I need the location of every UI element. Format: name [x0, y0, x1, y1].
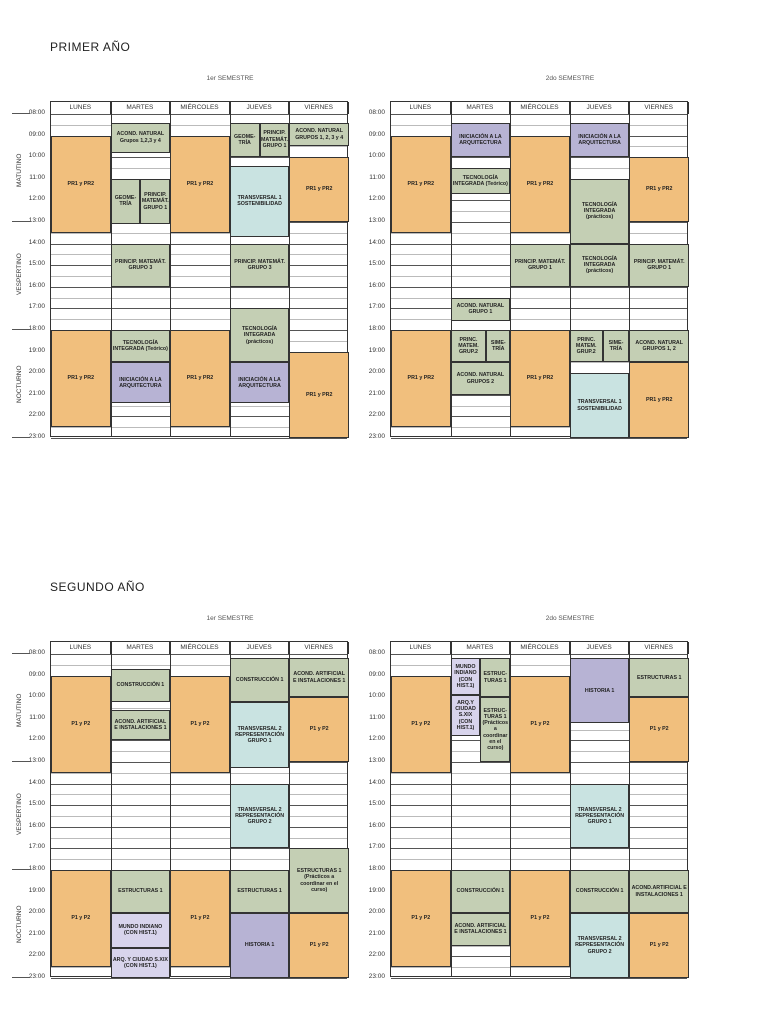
course-block: P1 y P2 [289, 697, 349, 762]
course-block: MUNDO INDIANO (CON HIST.1) [451, 658, 481, 695]
time-label: 11:00 [369, 173, 385, 181]
time-label: 15:00 [368, 260, 385, 268]
day-header: LUNES [391, 642, 451, 654]
course-block: ACOND. NATURAL GRUPO 1 [451, 298, 511, 322]
day-header: MARTES [451, 642, 511, 654]
time-label: 11:00 [29, 713, 45, 721]
time-label: 21:00 [368, 929, 385, 937]
grid-line [51, 654, 347, 655]
course-block: CONSTRUCCIÓN 1 [451, 870, 511, 913]
grid-line [51, 233, 347, 234]
course-block: ESTRUC-TURAS 1 (Prácticos a coordinar en el curso) [480, 697, 510, 762]
time-label: 15:00 [368, 800, 385, 808]
day-header: LUNES [51, 642, 111, 654]
day-header: MIÉRCOLES [170, 642, 230, 654]
time-label: 09:00 [28, 130, 45, 138]
course-block: ARQ.Y CIUDAD S.XIX (CON HIST.1) [451, 695, 481, 736]
time-label: 13:00 [368, 757, 385, 764]
time-label: 20:00 [28, 908, 45, 916]
day-header: VIERNES [629, 102, 689, 114]
time-label: 14:00 [28, 238, 45, 246]
course-block: P1 y P2 [510, 870, 570, 967]
course-block: TRANSVERSAL 2 REPRESENTACIÓN GRUPO 1 [570, 784, 630, 849]
grid-line [51, 773, 347, 774]
course-block: PRINCIP. MATEMÁT. GRUPO 1 [629, 244, 689, 287]
grid-line [391, 794, 687, 795]
time-label: 16:00 [28, 821, 45, 829]
course-block: ARQ. Y CIUDAD S.XIX (CON HIST.1) [111, 948, 171, 978]
time-label: 08:00 [368, 649, 385, 656]
time-label: 22:00 [28, 951, 45, 959]
course-block: PRINC. MATEM. GRUP.2 [451, 330, 487, 362]
time-label: 18:00 [368, 325, 385, 332]
shift-divider [12, 113, 30, 114]
course-block: CONSTRUCCIÓN 1 [570, 870, 630, 913]
grid-line [391, 773, 687, 774]
time-label: 10:00 [368, 692, 385, 700]
shift-label-text: MATUTINO [16, 693, 23, 727]
course-block: ESTRUCTURAS 1 [230, 870, 290, 913]
grid-line [51, 298, 347, 299]
time-label: 10:00 [368, 152, 385, 160]
grid-line [391, 438, 687, 439]
course-block: PR1 y PR2 [510, 136, 570, 233]
day-header: JUEVES [570, 102, 630, 114]
shift-label-text: VESPERTINO [16, 793, 23, 835]
course-block: PR1 y PR2 [170, 330, 230, 427]
course-block: ACOND. NATURAL Grupos 1,2,3 y 4 [111, 123, 171, 153]
time-label: 12:00 [28, 735, 45, 743]
course-block: SIME-TRÍA [603, 330, 630, 362]
shift-divider [12, 653, 30, 654]
grid-line [391, 298, 687, 299]
course-block: PRINCIP. MATEMÁT. GRUPO 1 [260, 123, 290, 158]
course-block: PR1 y PR2 [629, 362, 689, 438]
time-label: 18:00 [28, 865, 45, 872]
grid-line [51, 805, 347, 806]
course-block: HISTORIA 1 [230, 913, 290, 978]
course-block: INICIACIÓN A LA ARQUITECTURA [230, 362, 290, 403]
time-label: 17:00 [368, 843, 385, 851]
time-label: 12:00 [368, 735, 385, 743]
time-label: 18:00 [28, 325, 45, 332]
course-block: PR1 y PR2 [289, 352, 349, 438]
grid-line [391, 816, 687, 817]
day-header: VIERNES [289, 102, 349, 114]
grid-line [391, 654, 687, 655]
day-header: VIERNES [289, 642, 349, 654]
grid-line [391, 859, 687, 860]
year-title: SEGUNDO AÑO [50, 580, 145, 594]
course-block: PRINCIP. MATEMÁT. GRUPO 3 [111, 244, 171, 287]
grid-line [51, 276, 347, 277]
time-label: 21:00 [28, 929, 45, 937]
grid-line [51, 308, 347, 309]
course-block: GEOME-TRÍA [111, 179, 141, 224]
course-block: INICIACIÓN A LA ARQUITECTURA [570, 123, 630, 158]
grid-line [391, 784, 687, 785]
grid-line [391, 319, 687, 320]
time-label: 09:00 [28, 670, 45, 678]
course-block: P1 y P2 [391, 676, 451, 773]
year-title: PRIMER AÑO [50, 40, 131, 54]
course-block: GEOME-TRÍA [230, 123, 260, 158]
grid-line [391, 805, 687, 806]
day-header: JUEVES [230, 102, 290, 114]
course-block: PR1 y PR2 [51, 136, 111, 233]
grid-line [391, 287, 687, 288]
grid-line [51, 319, 347, 320]
course-block: ESTRUCTURAS 1 [629, 658, 689, 697]
course-block: PRINC. MATEM. GRUP.2 [570, 330, 603, 362]
grid-line [51, 438, 347, 439]
time-label: 09:00 [368, 670, 385, 678]
course-block: PR1 y PR2 [510, 330, 570, 427]
grid-line [51, 114, 347, 115]
grid-line [51, 827, 347, 828]
course-block: TRANSVERSAL 1 SOSTENIBILIDAD [230, 166, 290, 237]
day-header: VIERNES [629, 642, 689, 654]
course-block: PRINCIP. MATEMÁT. GRUPO 1 [140, 179, 170, 224]
course-block: TECNOLOGÍA INTEGRADA (prácticos) [230, 308, 290, 362]
course-block: TECNOLOGÍA INTEGRADA (prácticos) [570, 244, 630, 287]
time-label: 22:00 [368, 951, 385, 959]
grid-line [391, 827, 687, 828]
grid-line [391, 308, 687, 309]
course-block: TECNOLOGÍA INTEGRADA (Teórico) [451, 168, 511, 194]
time-label: 23:00 [28, 973, 45, 980]
day-header: MIÉRCOLES [170, 102, 230, 114]
time-label: 12:00 [28, 195, 45, 203]
course-block: P1 y P2 [51, 870, 111, 967]
course-block: ACOND. NATURAL GRUPOS 1, 2 [629, 330, 689, 362]
course-block: TRANSVERSAL 2 REPRESENTACIÓN GRUPO 2 [230, 784, 290, 849]
time-label: 13:00 [368, 217, 385, 224]
time-label: 21:00 [28, 389, 45, 397]
time-label: 16:00 [28, 281, 45, 289]
time-label: 14:00 [368, 778, 385, 786]
schedule-grid [50, 641, 348, 977]
course-block: P1 y P2 [629, 697, 689, 762]
semester-label: 1er SEMESTRE [206, 615, 254, 622]
grid-line [391, 125, 687, 126]
course-block: INICIACIÓN A LA ARQUITECTURA [451, 123, 511, 158]
grid-line [391, 233, 687, 234]
time-label: 18:00 [368, 865, 385, 872]
course-block: ACOND. ARTIFICIAL E INSTALACIONES 1 [289, 658, 349, 697]
day-header: MIÉRCOLES [510, 642, 570, 654]
shift-divider [12, 977, 30, 978]
course-block: P1 y P2 [51, 676, 111, 773]
grid-line [51, 254, 347, 255]
course-block: TRANSVERSAL 1 SOSTENIBILIDAD [570, 373, 630, 438]
course-block: TECNOLOGÍA INTEGRADA (Teórico) [111, 330, 171, 362]
course-block: ACOND. NATURAL GRUPOS 2 [451, 362, 511, 394]
course-block: ESTRUCTURAS 1 [111, 870, 171, 913]
shift-divider [12, 329, 30, 330]
time-label: 20:00 [368, 908, 385, 916]
time-label: 10:00 [28, 692, 45, 700]
course-block: ACOND. ARTIFICIAL E INSTALACIONES 1 [451, 913, 511, 945]
time-label: 17:00 [28, 303, 45, 311]
semester-panel [350, 75, 685, 440]
course-block: PRINCIP. MATEMÁT. GRUPO 3 [230, 244, 290, 287]
course-block: P1 y P2 [170, 870, 230, 967]
course-block: ACOND. NATURAL GRUPOS 1, 2, 3 y 4 [289, 123, 349, 147]
day-header: JUEVES [230, 642, 290, 654]
course-block: PR1 y PR2 [391, 136, 451, 233]
course-block: CONSTRUCCIÓN 1 [230, 658, 290, 701]
day-header: LUNES [51, 102, 111, 114]
time-label: 10:00 [28, 152, 45, 160]
time-label: 08:00 [368, 109, 385, 116]
course-block: TRANSVERSAL 2 REPRESENTACIÓN GRUPO 1 [230, 702, 290, 769]
grid-line [391, 848, 687, 849]
time-label: 20:00 [368, 368, 385, 376]
time-label: 16:00 [368, 821, 385, 829]
time-label: 13:00 [28, 217, 45, 224]
time-label: 08:00 [28, 649, 45, 656]
course-block: CONSTRUCCIÓN 1 [111, 669, 171, 701]
course-block: MUNDO INDIANO (CON HIST.1) [111, 913, 171, 948]
time-label: 23:00 [368, 433, 385, 440]
course-block: PR1 y PR2 [51, 330, 111, 427]
grid-line [51, 794, 347, 795]
schedule-grid [50, 101, 348, 437]
time-label: 21:00 [368, 389, 385, 397]
time-label: 14:00 [28, 778, 45, 786]
course-block: PR1 y PR2 [391, 330, 451, 427]
time-label: 15:00 [28, 800, 45, 808]
shift-divider [12, 437, 30, 438]
time-label: 22:00 [368, 411, 385, 419]
course-block: P1 y P2 [391, 870, 451, 967]
time-label: 08:00 [28, 109, 45, 116]
schedule-grid [390, 641, 688, 977]
grid-line [51, 816, 347, 817]
day-header: MARTES [111, 642, 171, 654]
course-block: TECNOLOGÍA INTEGRADA (prácticos) [570, 179, 630, 244]
time-label: 15:00 [28, 260, 45, 268]
schedule-grid [390, 101, 688, 437]
course-block: HISTORIA 1 [570, 658, 630, 723]
course-block: ACOND. ARTIFICIAL E INSTALACIONES 1 [111, 710, 171, 740]
shift-divider [12, 221, 30, 222]
shift-label-text: NOCTURNO [16, 365, 23, 403]
course-block: PR1 y PR2 [629, 157, 689, 222]
time-label: 23:00 [368, 973, 385, 980]
grid-line [391, 838, 687, 839]
day-header: JUEVES [570, 642, 630, 654]
time-label: 13:00 [28, 757, 45, 764]
time-label: 16:00 [368, 281, 385, 289]
semester-label: 2do SEMESTRE [545, 75, 595, 82]
course-block: PR1 y PR2 [289, 157, 349, 222]
shift-label-text: VESPERTINO [16, 253, 23, 295]
grid-line [51, 784, 347, 785]
grid-line [51, 978, 347, 979]
time-label: 14:00 [368, 238, 385, 246]
semester-label: 1er SEMESTRE [206, 75, 254, 82]
course-block: P1 y P2 [629, 913, 689, 978]
course-block: P1 y P2 [170, 676, 230, 773]
grid-line [51, 287, 347, 288]
course-block: ESTRUCTURAS 1 (Prácticos a coordinar en el curso) [289, 848, 349, 913]
grid-line [51, 265, 347, 266]
time-label: 19:00 [368, 346, 385, 354]
day-header: MARTES [111, 102, 171, 114]
course-block: PRINCIP. MATEMÁT. GRUPO 1 [510, 244, 570, 287]
course-block: SIME-TRÍA [486, 330, 510, 362]
time-label: 19:00 [368, 886, 385, 894]
shift-divider [12, 869, 30, 870]
time-label: 19:00 [28, 346, 45, 354]
time-label: 11:00 [369, 713, 385, 721]
shift-label-text: MATUTINO [16, 153, 23, 187]
semester-label: 2do SEMESTRE [545, 615, 595, 622]
course-block: P1 y P2 [289, 913, 349, 978]
course-block: ESTRUC-TURAS 1 [480, 658, 510, 697]
day-header: MIÉRCOLES [510, 102, 570, 114]
grid-line [391, 978, 687, 979]
semester-panel [10, 75, 344, 440]
semester-panel [350, 615, 687, 980]
time-label: 19:00 [28, 886, 45, 894]
day-header: MARTES [451, 102, 511, 114]
course-block: ACOND.ARTIFICIAL E INSTALACIONES 1 [629, 870, 689, 913]
grid-line [51, 838, 347, 839]
time-label: 11:00 [29, 173, 45, 181]
time-label: 22:00 [28, 411, 45, 419]
time-label: 17:00 [368, 303, 385, 311]
grid-line [51, 244, 347, 245]
semester-panel [10, 615, 346, 980]
course-block: TRANSVERSAL 2 REPRESENTACIÓN GRUPO 2 [570, 913, 630, 978]
shift-label-text: NOCTURNO [16, 905, 23, 943]
time-label: 20:00 [28, 368, 45, 376]
time-label: 09:00 [368, 130, 385, 138]
shift-divider [12, 761, 30, 762]
course-block: P1 y P2 [510, 676, 570, 773]
time-label: 23:00 [28, 433, 45, 440]
course-block: INICIACIÓN A LA ARQUITECTURA [111, 362, 171, 403]
time-label: 17:00 [28, 843, 45, 851]
day-header: LUNES [391, 102, 451, 114]
time-label: 12:00 [368, 195, 385, 203]
course-block: PR1 y PR2 [170, 136, 230, 233]
grid-line [391, 114, 687, 115]
